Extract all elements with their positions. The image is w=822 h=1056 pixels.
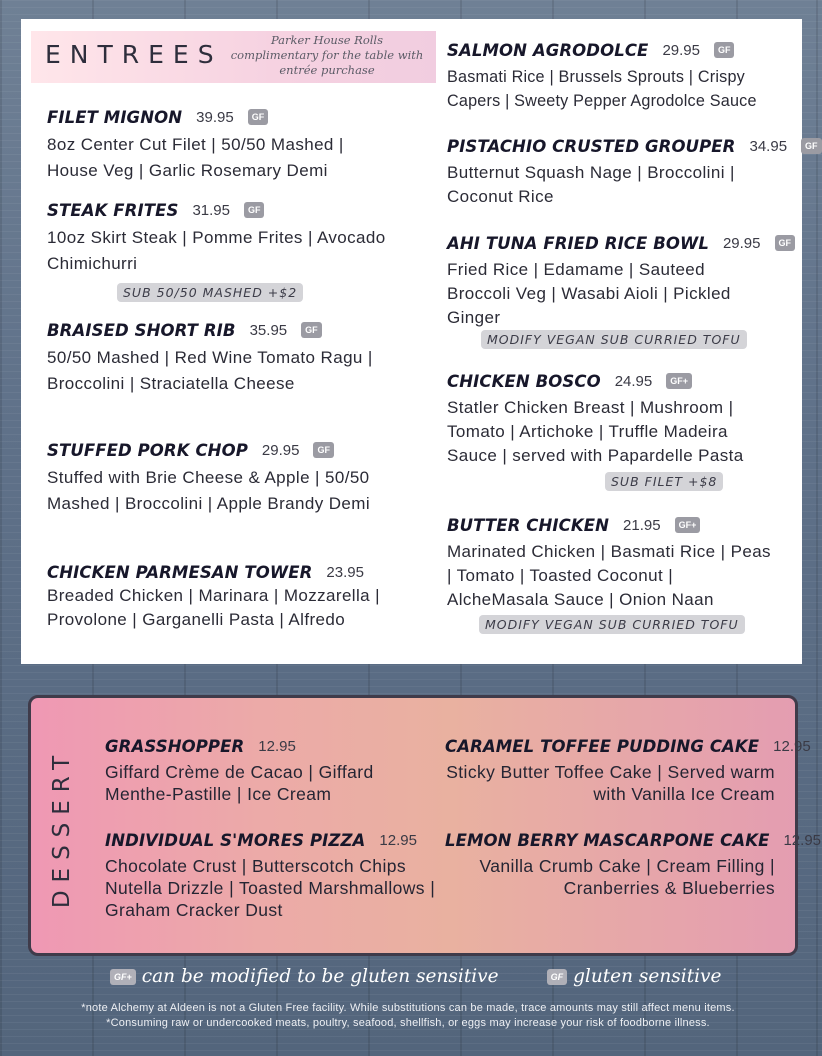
item-price: 39.95 xyxy=(196,108,234,126)
item-description: Stuffed with Brie Cheese & Apple | 50/50 Mashed | Broccolini | Apple Brandy Demi xyxy=(47,468,371,513)
gf-plus-badge-icon: GF+ xyxy=(110,969,136,985)
modifier-badge: MODIFY VEGAN SUB CURRIED TOFU xyxy=(481,330,747,349)
item-name: CHICKEN PARMESAN TOWER xyxy=(47,562,313,582)
item-price: 34.95 xyxy=(749,137,788,155)
dessert-title: DESSERT xyxy=(49,747,75,909)
item-price: 12.95 xyxy=(258,737,296,755)
dessert-panel xyxy=(28,695,822,956)
entrees-panel xyxy=(21,19,818,664)
item-description: Chocolate Crust | Butterscotch Chips Nutella Drizzle | Toasted Marshmallows | Graham Cracker Dust xyxy=(105,856,436,920)
gf-badge-icon: GF xyxy=(313,442,334,458)
gf-plus-badge-icon: GF+ xyxy=(666,373,692,389)
item-description: Basmati Rice | Brussels Sprouts | Crispy Capers | Sweety Pepper Agrodolce Sauce xyxy=(447,68,757,110)
item-price: 12.95 xyxy=(379,831,417,849)
item-name: LEMON BERRY MASCARPONE CAKE xyxy=(445,830,770,850)
item-price: 29.95 xyxy=(722,234,761,252)
item-name: CARAMEL TOFFEE PUDDING CAKE xyxy=(445,736,760,756)
raw-food-disclaimer: *Consuming raw or undercooked meats, poultry, seafood, shellfish, or eggs may increase your risk of foodborne illness. xyxy=(106,1017,710,1029)
item-name: BUTTER CHICKEN xyxy=(447,515,610,535)
item-description: 10oz Skirt Steak | Pomme Frites | Avocado Chimichurri xyxy=(47,228,386,273)
gf-badge-icon: GF xyxy=(547,969,568,985)
item-price: 35.95 xyxy=(249,321,288,339)
item-description: Butternut Squash Nage | Broccolini | Coconut Rice xyxy=(447,163,735,206)
gf-badge-icon: GF xyxy=(301,322,322,338)
menu-item-steak-frites xyxy=(47,198,397,277)
dessert-item-smores-pizza xyxy=(105,828,467,921)
item-description: Vanilla Crumb Cake | Cream Filling | Cranberries & Blueberries xyxy=(479,856,775,898)
gf-legend-text: gluten sensitive xyxy=(573,966,722,987)
menu-item-salmon-agrodolce xyxy=(447,38,803,113)
item-description: Fried Rice | Edamame | Sauteed Broccoli Veg | Wasabi Aioli | Pickled Ginger xyxy=(447,260,731,327)
gf-badge-icon: GF xyxy=(801,138,822,154)
item-price: 21.95 xyxy=(623,516,661,534)
gluten-disclaimer: *note Alchemy at Aldeen is not a Gluten Free facility. While substitutions can be made, trace amounts may still affect menu items. xyxy=(81,1002,735,1014)
item-description: Breaded Chicken | Marinara | Mozzarella | Provolone | Garganelli Pasta | Alfredo xyxy=(47,586,380,629)
item-name: STUFFED PORK CHOP xyxy=(47,440,248,460)
item-name: CHICKEN BOSCO xyxy=(447,371,601,391)
item-description: Giffard Crème de Cacao | Giffard Menthe-Pastille | Ice Cream xyxy=(105,762,374,804)
item-name: BRAISED SHORT RIB xyxy=(47,320,236,340)
dessert-item-lemon-berry-mascarpone-cake xyxy=(445,828,822,899)
item-price: 29.95 xyxy=(662,41,700,59)
dessert-item-caramel-toffee-pudding-cake xyxy=(445,734,811,805)
item-name: GRASSHOPPER xyxy=(105,736,245,756)
item-name: STEAK FRITES xyxy=(47,200,179,220)
entrees-header xyxy=(31,31,436,83)
menu-item-braised-short-rib xyxy=(47,318,397,397)
gf-badge-icon: GF xyxy=(714,42,735,58)
item-description: 8oz Center Cut Filet | 50/50 Mashed | House Veg | Garlic Rosemary Demi xyxy=(47,135,344,180)
gf-badge-icon: GF xyxy=(775,235,796,251)
gf-badge-icon: GF xyxy=(248,109,269,125)
modifier-badge: SUB 50/50 MASHED +$2 xyxy=(117,283,303,302)
item-description: 50/50 Mashed | Red Wine Tomato Ragu | Broccolini | Straciatella Cheese xyxy=(47,348,373,393)
allergen-legend xyxy=(110,966,721,987)
entrees-title: ENTREES xyxy=(45,40,223,69)
item-price: 12.95 xyxy=(773,737,811,755)
item-description: Statler Chicken Breast | Mushroom | Tomato | Artichoke | Truffle Madeira Sauce | served with Papardelle Pasta xyxy=(447,398,744,465)
item-name: SALMON AGRODOLCE xyxy=(447,40,649,60)
gf-plus-badge-icon: GF+ xyxy=(675,517,701,533)
item-price: 24.95 xyxy=(614,372,653,390)
menu-item-butter-chicken xyxy=(447,513,777,612)
item-name: INDIVIDUAL S'MORES PIZZA xyxy=(105,830,366,850)
dessert-item-grasshopper xyxy=(105,734,425,805)
menu-item-stuffed-pork-chop xyxy=(47,438,397,517)
item-description: Sticky Butter Toffee Cake | Served warm with Vanilla Ice Cream xyxy=(446,762,775,804)
menu-item-ahi-tuna-fried-rice-bowl xyxy=(447,231,791,330)
item-name: FILET MIGNON xyxy=(47,107,183,127)
modifier-badge: MODIFY VEGAN SUB CURRIED TOFU xyxy=(479,615,745,634)
item-price: 12.95 xyxy=(783,831,822,849)
menu-item-filet-mignon xyxy=(47,105,397,184)
item-price: 23.95 xyxy=(326,563,364,581)
item-name: PISTACHIO CRUSTED GROUPER xyxy=(447,136,736,156)
menu-item-chicken-parmesan-tower xyxy=(47,560,419,632)
bread-note: Parker House Rolls complimentary for the table with entrée purchase xyxy=(230,33,424,77)
gf-badge-icon: GF xyxy=(244,202,265,218)
item-price: 29.95 xyxy=(261,441,300,459)
item-price: 31.95 xyxy=(192,201,230,219)
menu-item-chicken-bosco xyxy=(447,369,782,468)
item-name: AHI TUNA FRIED RICE BOWL xyxy=(447,233,709,253)
menu-item-pistachio-crusted-grouper xyxy=(447,134,818,209)
gf-plus-legend-text: can be modified to be gluten sensitive xyxy=(141,966,499,987)
item-description: Marinated Chicken | Basmati Rice | Peas | Tomato | Toasted Coconut | AlcheMasala Sauce | Onion Naan xyxy=(447,542,771,609)
modifier-badge: SUB FILET +$8 xyxy=(605,472,723,491)
